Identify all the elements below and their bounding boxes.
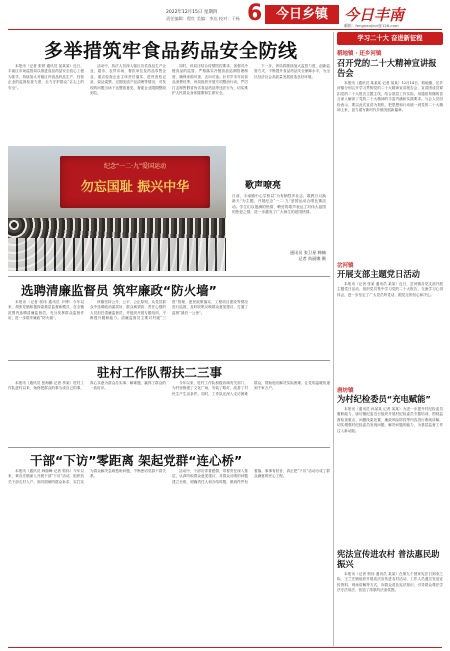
item1-title: 召开党的二十大精神宣讲报告会	[337, 58, 437, 78]
right-banner-text: 学习二十大 奋进新征程	[357, 35, 423, 42]
section-title: 今日乡镇	[275, 7, 328, 22]
photo-choir-shirts	[8, 238, 226, 271]
lead-paragraph: 同时，该局还结合疫情防控要求，加强对冷链食品的监管，严格落实冷链食品追溯管理制度，确保来源可查、去向可追。针对岁末年初食品消费旺季，该局组织开展专项整治行动，严厉打击制售假冒伪劣食品药品等违法行为，切实维护人民群众身体健康和生命安全。	[172, 64, 248, 96]
right-banner	[337, 32, 443, 45]
masthead-rule	[8, 29, 442, 30]
story4-article	[8, 469, 330, 645]
lead-article	[8, 64, 330, 142]
story2-article	[8, 300, 330, 358]
item4-body: 本报讯（记者 郭伟 通讯员 某某）在第九个国家宪法日到来之际，王兰庄镇组织开展宪法宣传进农村活动，工作人员通过发放宣传资料、现场讲解等方式，向群众普及宪法知识，引导群众尊法学法守法用法，营造了浓厚的法治氛围。	[337, 572, 443, 593]
feature-caption: 日前，丰南镇中心学校以“为有牺牲多壮志，敢教日月换新天”为主题，开展纪念“一二·九”爱国运动合唱比赛活动。学生们以饱满的热情、嘹亮的歌声表达了对伟大祖国的热爱之情，进一步激发了广大师生的爱国热情。	[232, 194, 326, 215]
item3-title: 为村纪检委员“充电赋能”	[337, 394, 431, 404]
story4-paragraph: 本报讯（通讯员 韩瑞峰 记者 郭伟）今年以来，黄各庄镇深入开展干部“下访”活动，组织机关干部走村入户，面对面倾听群众诉求，实打实为群众解决急难愁盼问题，不断密切党群干群关系。	[8, 469, 166, 484]
item3-body: 本报讯（通讯员 孙某某 记者 某某）为进一步提升村纪检委员履职能力，唐坊镇纪委近日组织开展村纪检委员专题培训，围绕监督检查重点、问题线索处置、廉政风险防控等内容进行系统讲解，切实增强村纪检委员发现问题、解决问题的能力，为基层监督工作注入新动能。	[337, 407, 443, 433]
divider	[8, 447, 330, 448]
story2-paragraph: 本报讯（记者 郭伟 通讯员 尹博）今年以来，胡张坨镇积极探索基层监督新模式，在全镇范围内选聘清廉监督员，充分发挥群众监督作用，进一步筑牢廉政“防火墙”。	[8, 300, 84, 321]
story4-paragraph: 活动中，干部们带着感情、带着责任深入基层，认真听取群众意见建议，对群众反映的问题建立台账，明确责任人和办结时限，做到件件有着落、事事有回音，真正把“下访”活动办成了群众满意的民心工程。	[172, 469, 330, 484]
story3-paragraph: 今年以来，驻村工作队积极协调有关部门，为村里修建了文化广场，安装了路灯，改善了村民生产生活条件。同时，工作队还深入走访困难群众，帮助他们解决实际困难，让党的温暖传递到千家万户。	[172, 381, 330, 396]
item4-title: 宪法宣传进农村 普法惠民助振兴	[337, 549, 440, 569]
lead-paragraph: 活动中，执法人员深入辖区各类食品生产企业、超市、农贸市场、餐饮单位及药品零售企业，重点检查企业主体责任落实、进货查验记录、索证索票、过期变质产品清理等情况，对发现的问题当场下达整改意见，督促企业限期整改到位。	[90, 64, 166, 96]
story3-headline: 驻村工作队帮扶二三事	[97, 365, 223, 380]
date-line: 2022年12月15日 星期四	[166, 10, 218, 15]
footer-rule	[8, 647, 442, 648]
story4-headline: 干部“下访”零距离 架起党群“连心桥”	[30, 453, 243, 468]
story3-paragraph: 本报讯（通讯员 张海鹏 记者 李某）驻村工作队进村以来，始终把群众的事当成自己的事，真心实意为群众办实事、解难题，赢得了群众的一致好评。	[8, 381, 166, 391]
feature-credit-2: 记者 尚丽娜 摄	[298, 256, 326, 261]
newspaper-logo: 今日丰南	[344, 6, 405, 24]
item2-body: 本报讯（记者 张某 通讯员 某某）近日，岔河镇各党支部开展主题党日活动，组织党员集中学习党的二十大报告，交流学习心得体会，进一步坚定了广大党员听党话、跟党走的信心和决心。	[337, 282, 443, 297]
page-number: 6	[247, 1, 263, 26]
lead-headline: 多举措筑牢食品药品安全防线	[44, 40, 298, 62]
lead-paragraph: 下一步，该局将继续加大监管力度，创新监管方式，不断提升食品药品安全保障水平，为全区经济社会高质量发展营造良好环境。	[254, 64, 330, 79]
item1-place: 稻地镇 · 还乡河镇	[337, 51, 382, 57]
photo-banner-small: 纪念“一二·九”爱国运动	[103, 163, 167, 170]
column-separator	[333, 32, 334, 646]
right-column	[337, 32, 443, 646]
lead-paragraph: 本报讯（记者 张婷 通讯员 某某某）近日，丰南区市场监管局以推进食品药品安全放心工程为抓手，持续加大对辖区内食品药品生产、经营企业的监督检查力度，全力守护群众“舌尖上的安全”。	[8, 64, 84, 90]
photo-banner-big: 勿忘国耻 振兴中华	[80, 180, 190, 195]
item2-title: 开展支部主题党日活动	[337, 269, 420, 279]
item2-place: 岔河镇	[337, 263, 354, 269]
masthead	[0, 0, 450, 30]
editor-line: 责任编辑：程红 美编：李达 校对：于杨	[166, 16, 240, 21]
item1-body: 本报讯（通讯员 某某某 记者 某某）12月14日，稻地镇、还乡河镇分别召开学习贯彻党的二十大精神宣讲报告会，宣讲团成员紧扣党的二十大报告主题主线，结合基层工作实际，用通俗易懂的语言深入解读了党的二十大精神的丰富内涵和实践要求。与会人员纷纷表示，要以此次宣讲为契机，把思想和行动统一到党的二十大精神上来，奋力谱写新时代乡镇发展新篇章。	[337, 81, 443, 113]
divider	[8, 276, 330, 277]
feature-credit-1: 通讯员 张卫星 韩楠	[289, 250, 326, 255]
feature-title: 歌声嘹亮	[245, 181, 282, 191]
divider	[8, 360, 330, 361]
item3-place: 唐坊镇	[337, 388, 354, 394]
email-line: 邮箱：fengnanjinri@126.com	[344, 23, 399, 28]
section-title-box	[265, 5, 339, 24]
photo-banner	[60, 156, 210, 208]
story3-article	[8, 381, 330, 445]
feature-photo	[8, 146, 226, 271]
story2-paragraph: 该镇坚持公开、公平、公正原则，从党员群众中选聘政治素质好、群众威望高、责任心强的人员担任清廉监督员，并组织开展专题培训，不断提升履职能力。清廉监督员主要对村级“三资”管理、惠民政策落实、工程项目建设等情况进行监督，及时收集反映群众意见建议，打通了监督“最后一公里”。	[90, 300, 248, 321]
story2-headline: 选聘清廉监督员 筑牢廉政“防火墙”	[21, 283, 217, 298]
